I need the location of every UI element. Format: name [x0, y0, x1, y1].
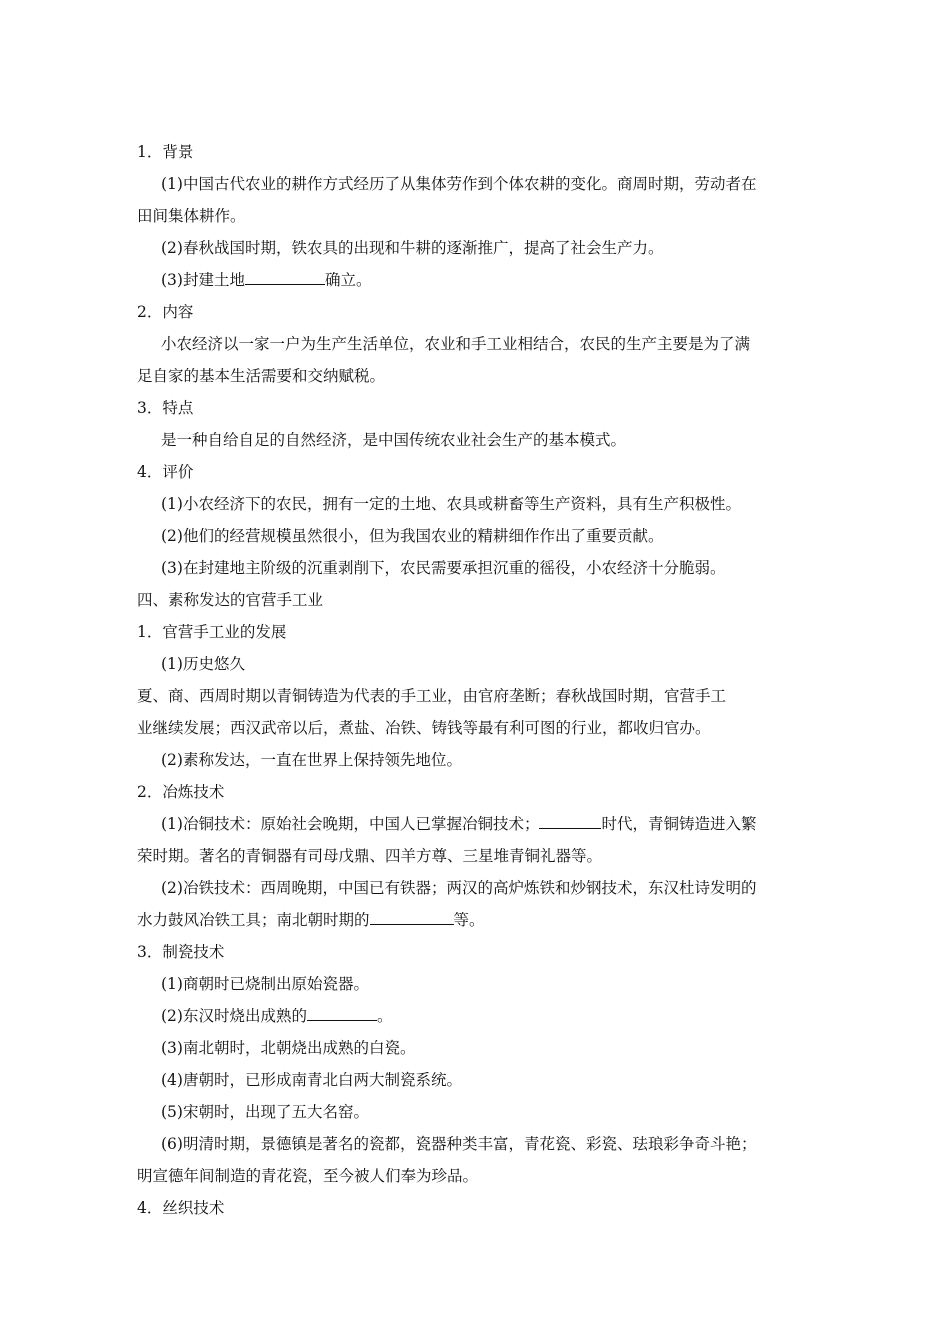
- text-segment: 确立。: [324, 271, 372, 289]
- paragraph-with-blank: [137, 808, 817, 840]
- paragraph: (1)中国古代农业的耕作方式经历了从集体劳作到个体农耕的变化。商周时期，劳动者在: [161, 175, 757, 193]
- fill-in-blank[interactable]: [245, 270, 325, 285]
- paragraph-with-blank: [137, 1000, 817, 1032]
- paragraph: 小农经济以一家一户为生产生活单位，农业和手工业相结合，农民的生产主要是为了满: [161, 335, 751, 353]
- paragraph: 夏、商、西周时期以青铜铸造为代表的手工业，由官府垄断；春秋战国时期，官营手工: [137, 687, 727, 705]
- paragraph: (1)历史悠久: [161, 655, 245, 673]
- paragraph-continuation: 足自家的基本生活需要和交纳赋税。: [137, 367, 386, 385]
- paragraph: (6)明清时期，景德镇是著名的瓷都，瓷器种类丰富，青花瓷、彩瓷、珐琅彩争奇斗艳；: [161, 1135, 757, 1153]
- text-segment: 等。: [453, 911, 485, 929]
- text-segment: (1)冶铜技术：原始社会晚期，中国人已掌握冶铜技术；: [161, 815, 540, 833]
- paragraph-continuation: 业继续发展；西汉武帝以后，煮盐、冶铁、铸钱等最有利可图的行业，都收归官办。: [137, 719, 711, 737]
- paragraph: (4)唐朝时，已形成南青北白两大制瓷系统。: [161, 1071, 462, 1089]
- paragraph: (2)素称发达，一直在世界上保持领先地位。: [161, 751, 462, 769]
- paragraph-with-blank: [137, 264, 817, 296]
- paragraph: (2)春秋战国时期，铁农具的出现和牛耕的逐渐推广，提高了社会生产力。: [161, 239, 664, 257]
- text-segment: (2)东汉时烧出成熟的: [161, 1007, 307, 1025]
- paragraph: (2)冶铁技术：西周晚期，中国已有铁器；两汉的高炉炼铁和炒钢技术，东汉杜诗发明的: [161, 879, 757, 897]
- section-heading-background: 1．背景: [137, 143, 194, 161]
- paragraph: 是一种自给自足的自然经济，是中国传统农业社会生产的基本模式。: [161, 431, 627, 449]
- section-heading-silk: 4．丝织技术: [137, 1199, 225, 1217]
- paragraph-continuation: 荣时期。著名的青铜器有司母戊鼎、四羊方尊、三星堆青铜礼器等。: [137, 847, 603, 865]
- document-body: [137, 136, 817, 1224]
- paragraph: (3)在封建地主阶级的沉重剥削下，农民需要承担沉重的徭役，小农经济十分脆弱。: [161, 559, 726, 577]
- paragraph-with-blank: [137, 904, 817, 936]
- section-heading-evaluation: 4．评价: [137, 463, 194, 481]
- paragraph-continuation: 田间集体耕作。: [137, 207, 246, 225]
- paragraph: (1)小农经济下的农民，拥有一定的土地、农具或耕畜等生产资料，具有生产积极性。: [161, 495, 741, 513]
- section-heading-smelting: 2．冶炼技术: [137, 783, 225, 801]
- fill-in-blank[interactable]: [370, 910, 454, 925]
- paragraph: (3)南北朝时，北朝烧出成熟的白瓷。: [161, 1039, 416, 1057]
- text-segment: 水力鼓风冶铁工具；南北朝时期的: [137, 911, 370, 929]
- fill-in-blank[interactable]: [307, 1006, 377, 1021]
- paragraph: (1)商朝时已烧制出原始瓷器。: [161, 975, 369, 993]
- paragraph: (5)宋朝时，出现了五大名窑。: [161, 1103, 369, 1121]
- text-segment: 时代，青铜铸造进入繁: [601, 815, 757, 833]
- section-heading-content: 2．内容: [137, 303, 194, 321]
- text-segment: 。: [376, 1007, 393, 1025]
- text-segment: (3)封建土地: [161, 271, 245, 289]
- fill-in-blank[interactable]: [539, 814, 601, 829]
- paragraph-continuation: 明宣德年间制造的青花瓷，至今被人们奉为珍品。: [137, 1167, 479, 1185]
- section-heading-development: 1．官营手工业的发展: [137, 623, 287, 641]
- paragraph: (2)他们的经营规模虽然很小，但为我国农业的精耕细作作出了重要贡献。: [161, 527, 664, 545]
- section-heading-porcelain: 3．制瓷技术: [137, 943, 225, 961]
- section-heading-features: 3．特点: [137, 399, 194, 417]
- part-heading: 四、素称发达的官营手工业: [137, 591, 324, 609]
